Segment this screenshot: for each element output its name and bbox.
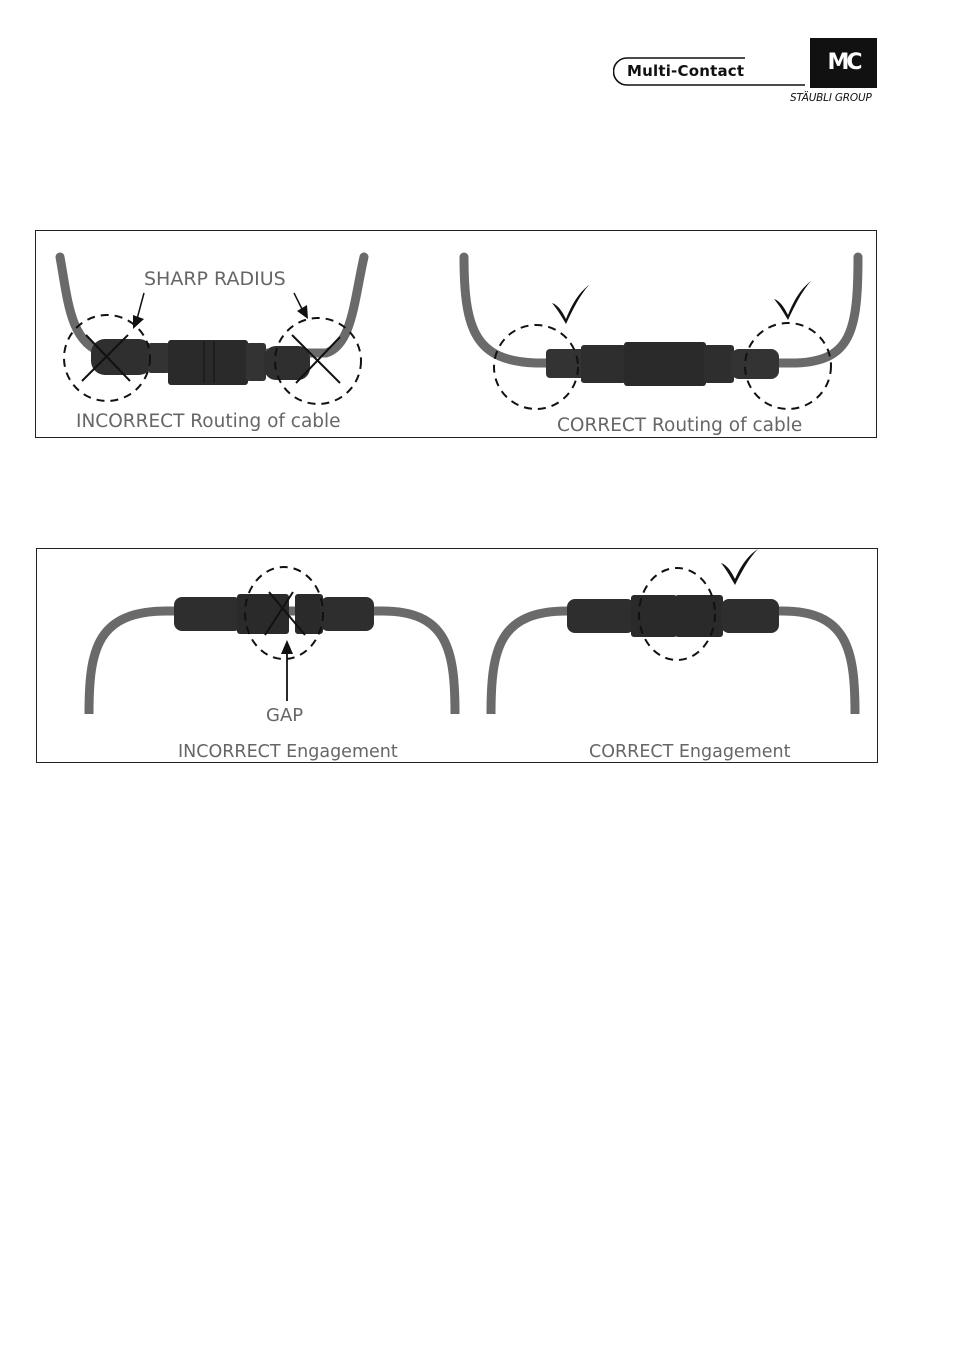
check-icon	[745, 281, 831, 409]
correct-routing-caption: CORRECT Routing of cable	[557, 415, 803, 436]
incorrect-routing-caption: INCORRECT Routing of cable	[76, 411, 341, 432]
sharp-radius-label: SHARP RADIUS	[144, 268, 286, 290]
figure-engagement	[36, 548, 878, 763]
brand-logo-mark-text: MC	[827, 50, 860, 75]
correct-routing-drawing	[464, 257, 858, 386]
brand-name: Multi-Contact	[627, 62, 745, 80]
figure-cable-routing	[35, 230, 877, 438]
correct-engagement-caption: CORRECT Engagement	[589, 742, 791, 762]
incorrect-engagement-caption: INCORRECT Engagement	[178, 742, 398, 762]
correct-engagement-drawing	[491, 595, 855, 714]
arrow-icon	[133, 293, 308, 329]
routing-illustration	[36, 231, 876, 437]
incorrect-engagement-drawing	[89, 594, 455, 714]
brand-group-name: STÄUBLI GROUP	[790, 92, 872, 104]
engagement-illustration	[37, 549, 877, 762]
arrow-icon	[281, 640, 293, 701]
gap-label: GAP	[266, 705, 304, 726]
check-icon	[494, 285, 589, 409]
